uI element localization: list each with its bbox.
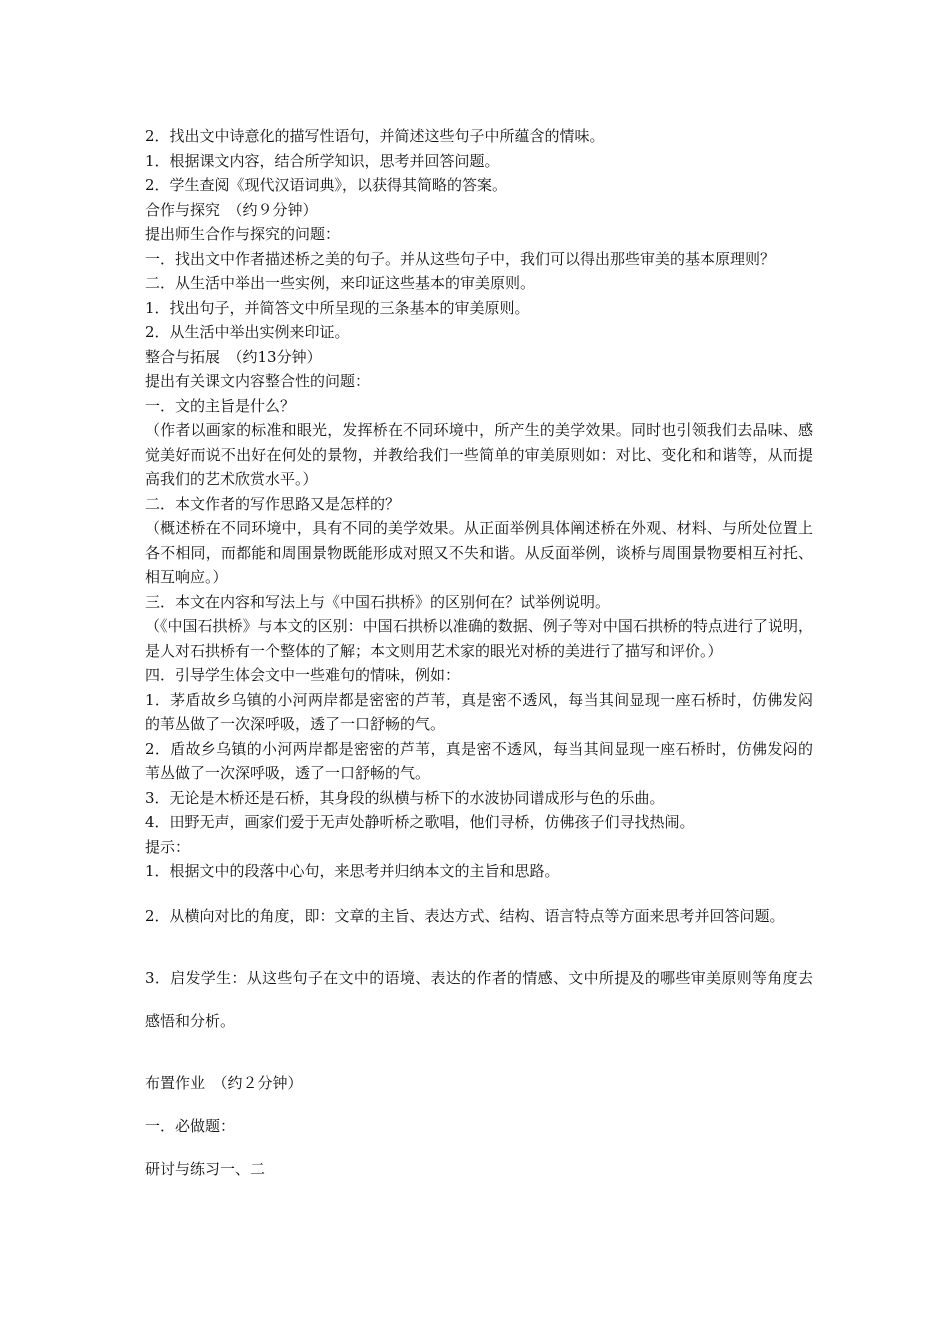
section-heading: 整合与拓展 （约13分钟） xyxy=(145,347,322,366)
paragraph: 二．从生活中举出一些实例，来印证这些基本的审美原则。 xyxy=(145,274,536,292)
paragraph: 三．本文在内容和写法上与《中国石拱桥》的区别何在？试举例说明。 xyxy=(145,592,611,611)
paragraph: 1．根据文中的段落中心句，来思考并归纳本文的主旨和思路。 xyxy=(145,862,560,880)
paragraph: 四．引导学生体会文中一些难句的情味，例如： xyxy=(145,666,461,684)
paragraph: （概述桥在不同环境中，具有不同的美学效果。从正面举例具体阐述桥在外观、材料、与所处位置上各不相同，而都能和周围景物既能形成对照又不失和谐。从反面举例，谈桥与周围景物要相互衬托、相互响应。） xyxy=(145,519,813,586)
paragraph: 研讨与练习一、二 xyxy=(145,1159,266,1178)
paragraph: 3．无论是木桥还是石桥，其身段的纵横与桥下的水波协同谱成形与色的乐曲。 xyxy=(145,788,665,807)
paragraph: 一．找出文中作者描述桥之美的句子。并从这些句子中，我们可以得出那些审美的基本原理则？ xyxy=(145,249,776,268)
paragraph: 2．从横向对比的角度，即：文章的主旨、表达方式、结构、语言特点等方面来思考并回答问题。 xyxy=(145,906,785,925)
paragraph: 提出有关课文内容整合性的问题： xyxy=(145,372,371,390)
paragraph: 提示： xyxy=(145,837,191,856)
paragraph: 一．必做题： xyxy=(145,1116,236,1135)
paragraph: 一．文的主旨是什么？ xyxy=(145,396,296,415)
paragraph: 1．茅盾故乡乌镇的小河两岸都是密密的芦苇，真是密不透风，每当其间显现一座石桥时，仿佛发闷的苇丛做了一次深呼吸，透了一口舒畅的气。 xyxy=(145,690,813,733)
paragraph: 4．田野无声，画家们爱于无声处静听桥之歌唱，他们寻桥，仿佛孩子们寻找热闹。 xyxy=(145,813,695,831)
paragraph: 2．学生查阅《现代汉语词典》，以获得其简略的答案。 xyxy=(145,176,508,194)
document-body xyxy=(145,124,813,1191)
paragraph: 1．根据课文内容，结合所学知识，思考并回答问题。 xyxy=(145,151,500,170)
section-heading: 布置作业 （约２分钟） xyxy=(145,1073,303,1092)
paragraph: 2．从生活中举出实例来印证。 xyxy=(145,323,350,341)
paragraph: 2．盾故乡乌镇的小河两岸都是密密的芦苇，真是密不透风，每当其间显现一座石桥时，仿佛发闷的苇丛做了一次深呼吸，透了一口舒畅的气。 xyxy=(145,739,813,782)
paragraph: 提出师生合作与探究的问题： xyxy=(145,225,341,243)
section-heading: 合作与探究 （约９分钟） xyxy=(145,200,318,219)
paragraph: （作者以画家的标准和眼光，发挥桥在不同环境中，所产生的美学效果。同时也引领我们去品味、感觉美好而说不出好在何处的景物，并教给我们一些简单的审美原则如：对比、变化和和谐等，从而提高我们的艺术欣赏水平。） xyxy=(145,421,813,488)
paragraph: 1．找出句子，并简答文中所呈现的三条基本的审美原则。 xyxy=(145,298,530,317)
paragraph: （《中国石拱桥》与本文的区别：中国石拱桥以准确的数据、例子等对中国石拱桥的特点进行了说明，是人对石拱桥有一个整体的了解；本文则用艺术家的眼光对桥的美进行了描写和评价。） xyxy=(145,617,813,660)
paragraph: 二．本文作者的写作思路又是怎样的？ xyxy=(145,494,401,513)
paragraph: 2．找出文中诗意化的描写性语句，并简述这些句子中所蕴含的情味。 xyxy=(145,127,605,145)
paragraph: 3．启发学生：从这些句子在文中的语境、表达的作者的情感、文中所提及的哪些审美原则等角度去感悟和分析。 xyxy=(145,968,813,1030)
